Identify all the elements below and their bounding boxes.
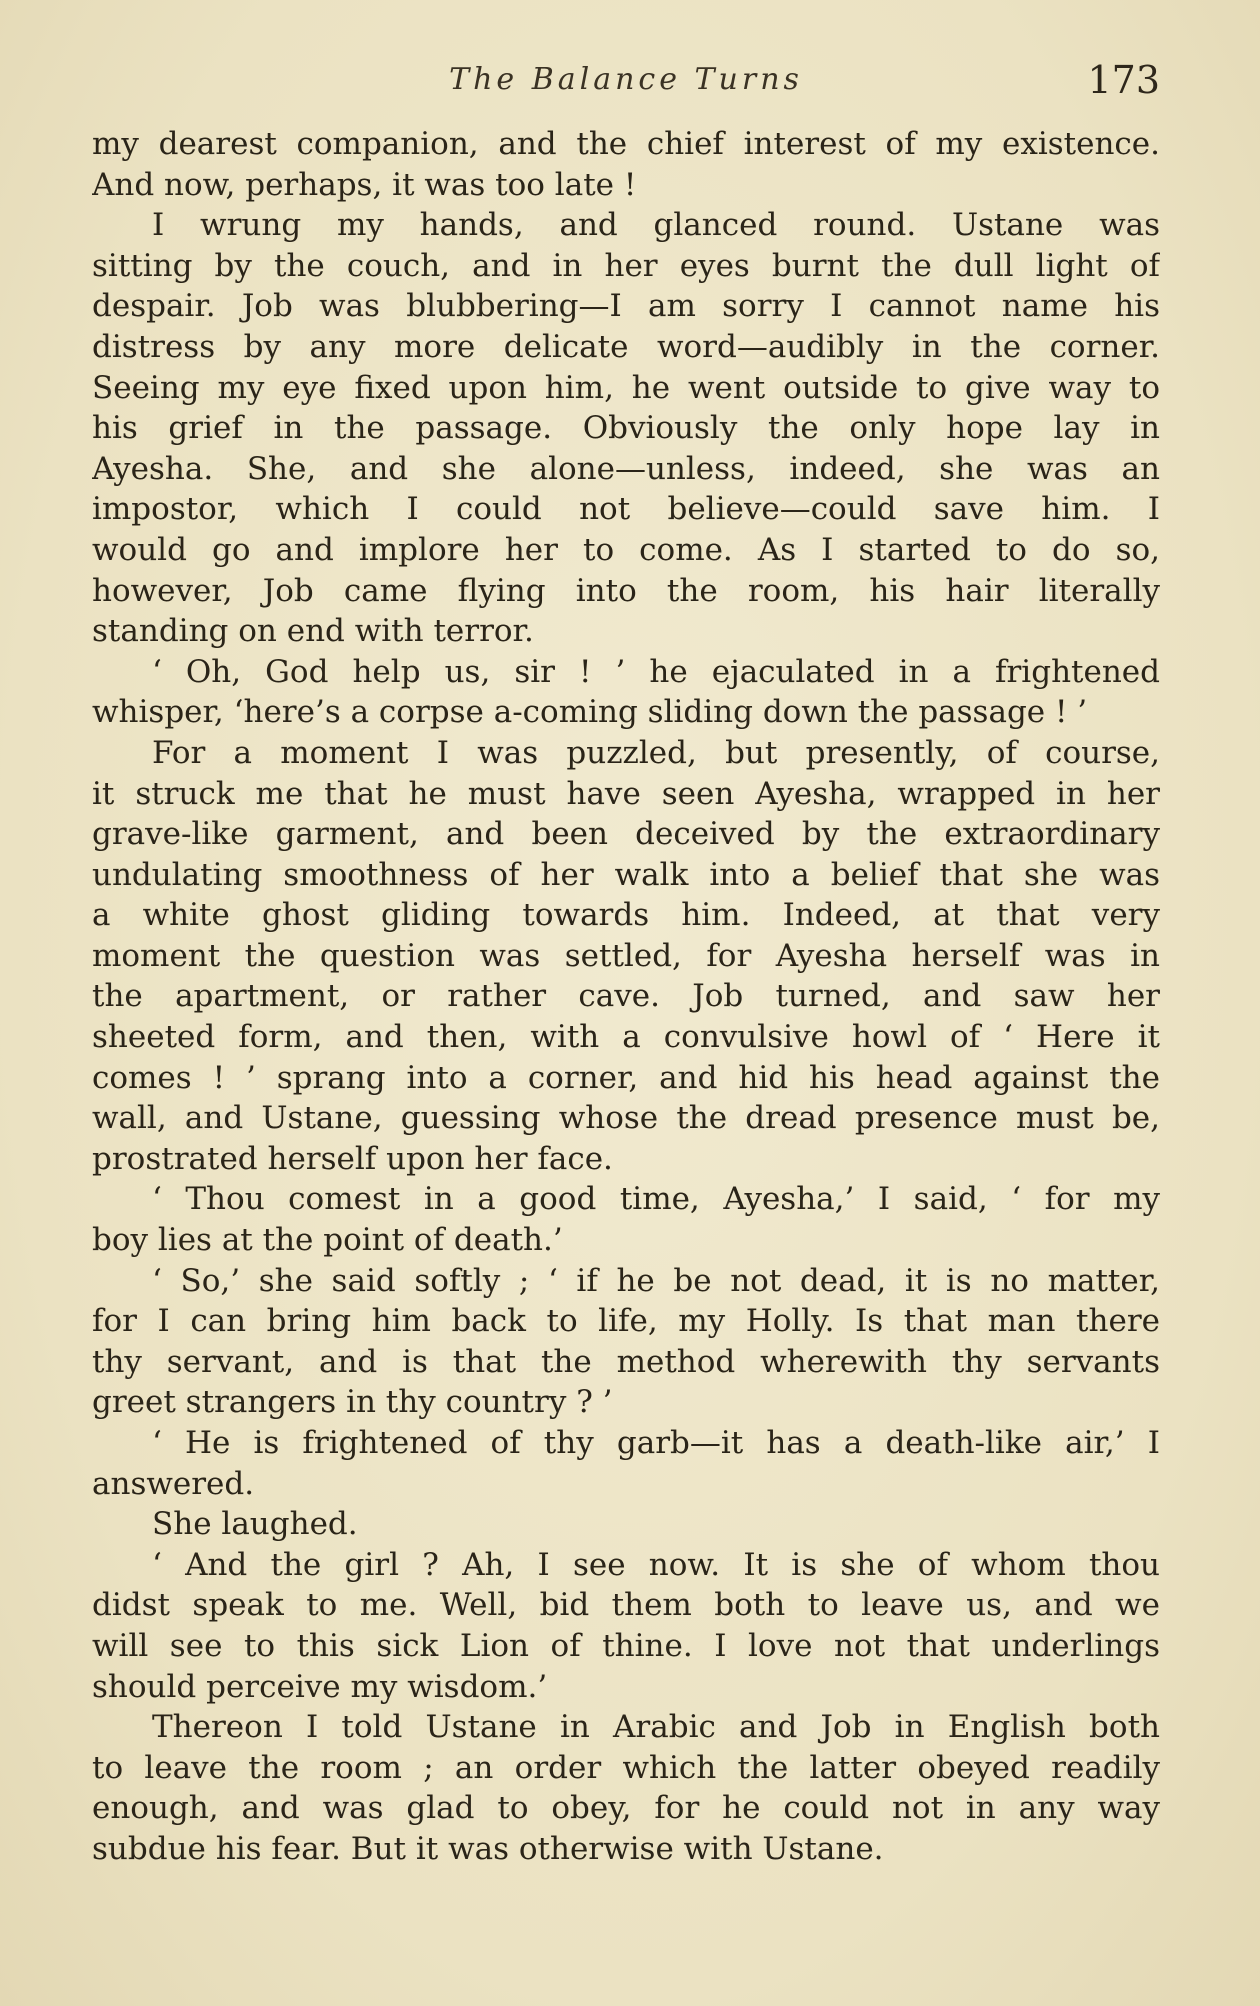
text-line: my dearest companion, and the chief interest of my existence.: [92, 126, 1160, 162]
text-line: the apartment, or rather cave. Job turned, and saw her: [92, 978, 1160, 1015]
text-line: a white ghost gliding towards him. Indeed, at that very: [92, 897, 1160, 934]
text-line: boy lies at the point of death.’: [92, 1222, 563, 1259]
text-line: undulating smoothness of her walk into a belief that she was: [92, 856, 1160, 893]
text-line: prostrated herself upon her face.: [92, 1140, 613, 1177]
text-line: will see to this sick Lion of thine. I love not that underlings: [92, 1627, 1160, 1664]
text-line: his grief in the passage. Obviously the only hope lay in: [92, 410, 1160, 447]
running-title: The Balance Turns: [449, 62, 803, 97]
text-line: ‘ And the girl ? Ah, I see now. It is she of whom thou: [152, 1546, 1160, 1583]
text-line: would go and implore her to come. As I started to do so,: [92, 531, 1160, 568]
text-line: for I can bring him back to life, my Holly. Is that man there: [92, 1303, 1160, 1340]
text-line: I wrung my hands, and glanced round. Ustane was: [152, 207, 1160, 244]
text-line: thy servant, and is that the method wherewith thy servants: [92, 1343, 1160, 1380]
text-line: Thereon I told Ustane in Arabic and Job in English both: [152, 1709, 1160, 1746]
text-line: ‘ So,’ she said softly ; ‘ if he be not dead, it is no matter,: [152, 1262, 1160, 1299]
page-header: [92, 58, 1160, 118]
text-line: answered.: [92, 1465, 255, 1502]
text-line: comes ! ’ sprang into a corner, and hid his head against the: [92, 1059, 1160, 1096]
text-line: And now, perhaps, it was too late !: [92, 166, 637, 203]
text-line: it struck me that he must have seen Ayesha, wrapped in her: [92, 775, 1160, 812]
text-line: enough, and was glad to obey, for he could not in any way: [92, 1790, 1160, 1827]
text-line: should perceive my wisdom.’: [92, 1668, 548, 1705]
text-line: however, Job came flying into the room, his hair literally: [92, 572, 1160, 609]
text-line: moment the question was settled, for Ayesha herself was in: [92, 937, 1160, 974]
text-line: standing on end with terror.: [92, 613, 534, 650]
text-line: greet strangers in thy country ? ’: [92, 1384, 613, 1421]
text-line: sitting by the couch, and in her eyes burnt the dull light of: [92, 247, 1160, 284]
body-text: [92, 124, 1160, 1870]
text-line: For a moment I was puzzled, but presently, of course,: [152, 734, 1160, 771]
text-line: wall, and Ustane, guessing whose the dread presence must be,: [92, 1100, 1160, 1137]
text-line: whisper, ‘here’s a corpse a-coming sliding down the passage ! ’: [92, 694, 1088, 731]
text-line: subdue his fear. But it was otherwise with Ustane.: [92, 1830, 884, 1867]
text-line: ‘ Thou comest in a good time, Ayesha,’ I said, ‘ for my: [152, 1181, 1160, 1218]
text-line: Seeing my eye fixed upon him, he went outside to give way to: [92, 369, 1160, 406]
text-line: ‘ He is frightened of thy garb—it has a death-like air,’ I: [152, 1425, 1160, 1461]
text-line: ‘ Oh, God help us, sir ! ’ he ejaculated in a frightened: [152, 653, 1160, 690]
text-line: sheeted form, and then, with a convulsive howl of ‘ Here it: [92, 1019, 1160, 1056]
text-line: despair. Job was blubbering—I am sorry I cannot name his: [92, 288, 1160, 325]
text-line: to leave the room ; an order which the latter obeyed readily: [92, 1749, 1160, 1786]
page-number: 173: [1087, 58, 1160, 102]
text-line: didst speak to me. Well, bid them both to leave us, and we: [92, 1587, 1160, 1624]
text-line: impostor, which I could not believe—could save him. I: [92, 491, 1160, 528]
text-line: Ayesha. She, and she alone—unless, indeed, she was an: [92, 450, 1160, 487]
text-line: distress by any more delicate word—audibly in the corner.: [92, 328, 1160, 365]
text-line: grave-like garment, and been deceived by the extraordinary: [92, 816, 1160, 853]
text-line: She laughed.: [152, 1506, 358, 1543]
